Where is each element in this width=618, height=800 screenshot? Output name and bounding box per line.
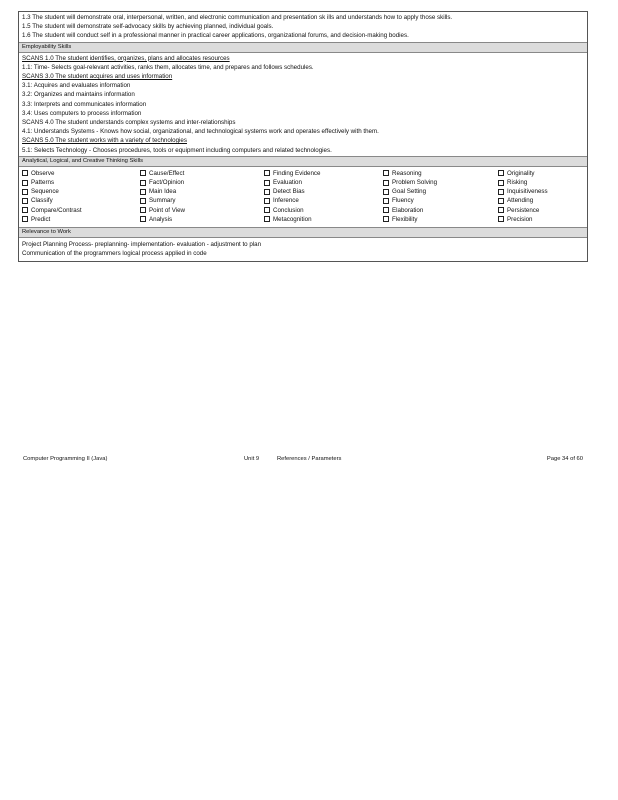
skill-label: Evaluation <box>273 179 302 187</box>
skill-checkbox-item[interactable] <box>498 215 586 224</box>
checkbox-icon[interactable] <box>264 170 270 176</box>
footer-topic: References / Parameters <box>277 456 342 462</box>
checkbox-icon[interactable] <box>383 170 389 176</box>
footer-page-number: Page 34 of 60 <box>546 456 583 462</box>
skill-label: Risking <box>507 179 528 187</box>
checkbox-icon[interactable] <box>498 198 504 204</box>
employability-line: 4.1: Understands Systems - Knows how social, organizational, and technological systems work and operates effectively with them. <box>22 128 379 136</box>
skill-checkbox-item[interactable] <box>264 178 383 187</box>
skill-label: Compare/Contrast <box>31 206 82 214</box>
skill-checkbox-item[interactable] <box>140 187 264 196</box>
checkbox-icon[interactable] <box>498 216 504 222</box>
employability-line: SCANS 1.0 The student identifies, organizes, plans and allocates resources <box>22 54 230 62</box>
relevance-line: Communication of the programmers logical process applied in code <box>22 250 207 258</box>
skill-checkbox-item[interactable] <box>383 215 498 224</box>
employability-line: 3.2: Organizes and maintains information <box>22 91 135 99</box>
skill-label: Goal Setting <box>392 188 427 196</box>
checkbox-icon[interactable] <box>140 180 146 186</box>
skill-label: Sequence <box>31 188 59 196</box>
relevance-section <box>19 238 587 261</box>
skill-checkbox-item[interactable] <box>140 178 264 187</box>
skill-label: Predict <box>31 215 51 223</box>
checkbox-icon[interactable] <box>264 216 270 222</box>
checkbox-icon[interactable] <box>22 189 28 195</box>
skill-checkbox-item[interactable] <box>140 169 264 178</box>
skill-label: Fact/Opinion <box>149 179 185 187</box>
employability-line: SCANS 4.0 The student understands complex systems and inter-relationships <box>22 119 236 127</box>
checkbox-icon[interactable] <box>22 198 28 204</box>
checkbox-icon[interactable] <box>22 207 28 213</box>
skill-checkbox-item[interactable] <box>383 178 498 187</box>
skill-checkbox-item[interactable] <box>22 215 140 224</box>
employability-line: 5.1: Selects Technology - Chooses procedures, tools or equipment including computers and related technologies. <box>22 146 332 154</box>
skill-checkbox-item[interactable] <box>264 215 383 224</box>
skill-checkbox-item[interactable] <box>22 187 140 196</box>
skill-checkbox-item[interactable] <box>140 206 264 215</box>
skill-label: Persistence <box>507 206 540 214</box>
skill-label: Attending <box>507 197 534 205</box>
skill-checkbox-item[interactable] <box>264 187 383 196</box>
skill-checkbox-item[interactable] <box>383 187 498 196</box>
skill-checkbox-item[interactable] <box>22 169 140 178</box>
skill-checkbox-item[interactable] <box>264 196 383 205</box>
objective-line: 1.3 The student will demonstrate oral, interpersonal, written, and electronic communication and presentation sk ills and understands how to apply those skills. <box>22 14 453 21</box>
skill-label: Elaboration <box>392 206 424 214</box>
employability-section <box>19 53 587 157</box>
checkbox-icon[interactable] <box>264 207 270 213</box>
checkbox-icon[interactable] <box>383 189 389 195</box>
skill-label: Reasoning <box>392 169 422 177</box>
checkbox-icon[interactable] <box>498 180 504 186</box>
objective-line: 1.6 The student will conduct self in a professional manner in practical career applications, organizational forums, and decision-making bodies. <box>22 32 409 40</box>
checkbox-icon[interactable] <box>498 207 504 213</box>
skill-label: Point of View <box>149 206 186 214</box>
skill-label: Precision <box>507 215 533 223</box>
skill-checkbox-item[interactable] <box>498 187 586 196</box>
skill-label: Analysis <box>149 215 173 223</box>
skill-label: Fluency <box>392 197 414 205</box>
checkbox-icon[interactable] <box>264 180 270 186</box>
skill-checkbox-item[interactable] <box>498 169 586 178</box>
skill-checkbox-item[interactable] <box>498 178 586 187</box>
checkbox-icon[interactable] <box>383 198 389 204</box>
employability-line: 3.4: Uses computers to process information <box>22 109 142 117</box>
checkbox-icon[interactable] <box>383 216 389 222</box>
checkbox-icon[interactable] <box>22 170 28 176</box>
checkbox-icon[interactable] <box>264 189 270 195</box>
employability-header: Employability Skills <box>19 43 587 53</box>
relevance-header: Relevance to Work <box>19 228 587 238</box>
checkbox-icon[interactable] <box>140 207 146 213</box>
checkbox-icon[interactable] <box>264 198 270 204</box>
skill-label: Inference <box>273 197 299 205</box>
skill-label: Main Idea <box>149 188 177 196</box>
skill-checkbox-item[interactable] <box>383 206 498 215</box>
skill-checkbox-item[interactable] <box>140 215 264 224</box>
objective-line: 1.5 The student will demonstrate self-advocacy skills by achieving planned, individual goals. <box>22 23 274 31</box>
skill-label: Classify <box>31 197 53 205</box>
checkbox-icon[interactable] <box>22 180 28 186</box>
skill-label: Patterns <box>31 179 55 187</box>
footer-unit: Unit 9 <box>244 456 260 462</box>
thinking-skills-grid <box>19 167 587 228</box>
skill-checkbox-item[interactable] <box>22 206 140 215</box>
skill-checkbox-item[interactable] <box>383 196 498 205</box>
skill-label: Detect Bias <box>273 188 305 196</box>
skill-checkbox-item[interactable] <box>383 169 498 178</box>
employability-line: 1.1: Time- Selects goal-relevant activities, ranks them, allocates time, and prepares and follows schedules. <box>22 63 314 71</box>
skill-checkbox-item[interactable] <box>140 196 264 205</box>
skill-label: Cause/Effect <box>149 169 185 177</box>
skill-checkbox-item[interactable] <box>22 196 140 205</box>
skill-label: Originality <box>507 169 535 177</box>
employability-line: 3.1: Acquires and evaluates information <box>22 82 131 90</box>
checkbox-icon[interactable] <box>140 170 146 176</box>
employability-line: SCANS 3.0 The student acquires and uses information <box>22 73 173 81</box>
checkbox-icon[interactable] <box>498 189 504 195</box>
employability-line: 3.3: Interprets and communicates information <box>22 100 147 108</box>
skill-label: Finding Evidence <box>273 169 321 177</box>
checkbox-icon[interactable] <box>498 170 504 176</box>
skill-label: Metacognition <box>273 215 312 223</box>
skill-checkbox-item[interactable] <box>22 178 140 187</box>
skill-label: Summary <box>149 197 176 205</box>
checkbox-icon[interactable] <box>140 189 146 195</box>
checkbox-icon[interactable] <box>22 216 28 222</box>
checkbox-icon[interactable] <box>140 216 146 222</box>
footer-course: Computer Programming II (Java) <box>23 456 108 462</box>
skill-label: Problem Solving <box>392 179 438 187</box>
skill-checkbox-item[interactable] <box>498 196 586 205</box>
page-footer <box>23 454 585 464</box>
skill-label: Observe <box>31 169 55 177</box>
skill-label: Flexibility <box>392 215 418 223</box>
checkbox-icon[interactable] <box>140 198 146 204</box>
checkbox-icon[interactable] <box>383 207 389 213</box>
skill-label: Conclusion <box>273 206 304 214</box>
thinking-header: Analytical, Logical, and Creative Thinking Skills <box>19 157 587 167</box>
standards-table <box>18 11 588 262</box>
skill-label: Inquisitiveness <box>507 188 548 196</box>
employability-line: SCANS 5.0 The student works with a variety of technologies <box>22 137 187 145</box>
skill-checkbox-item[interactable] <box>264 169 383 178</box>
skill-checkbox-item[interactable] <box>264 206 383 215</box>
skill-checkbox-item[interactable] <box>498 206 586 215</box>
checkbox-icon[interactable] <box>383 180 389 186</box>
relevance-line: Project Planning Process- preplanning- implementation- evaluation - adjustment to plan <box>22 241 262 249</box>
objectives-section <box>19 12 587 43</box>
